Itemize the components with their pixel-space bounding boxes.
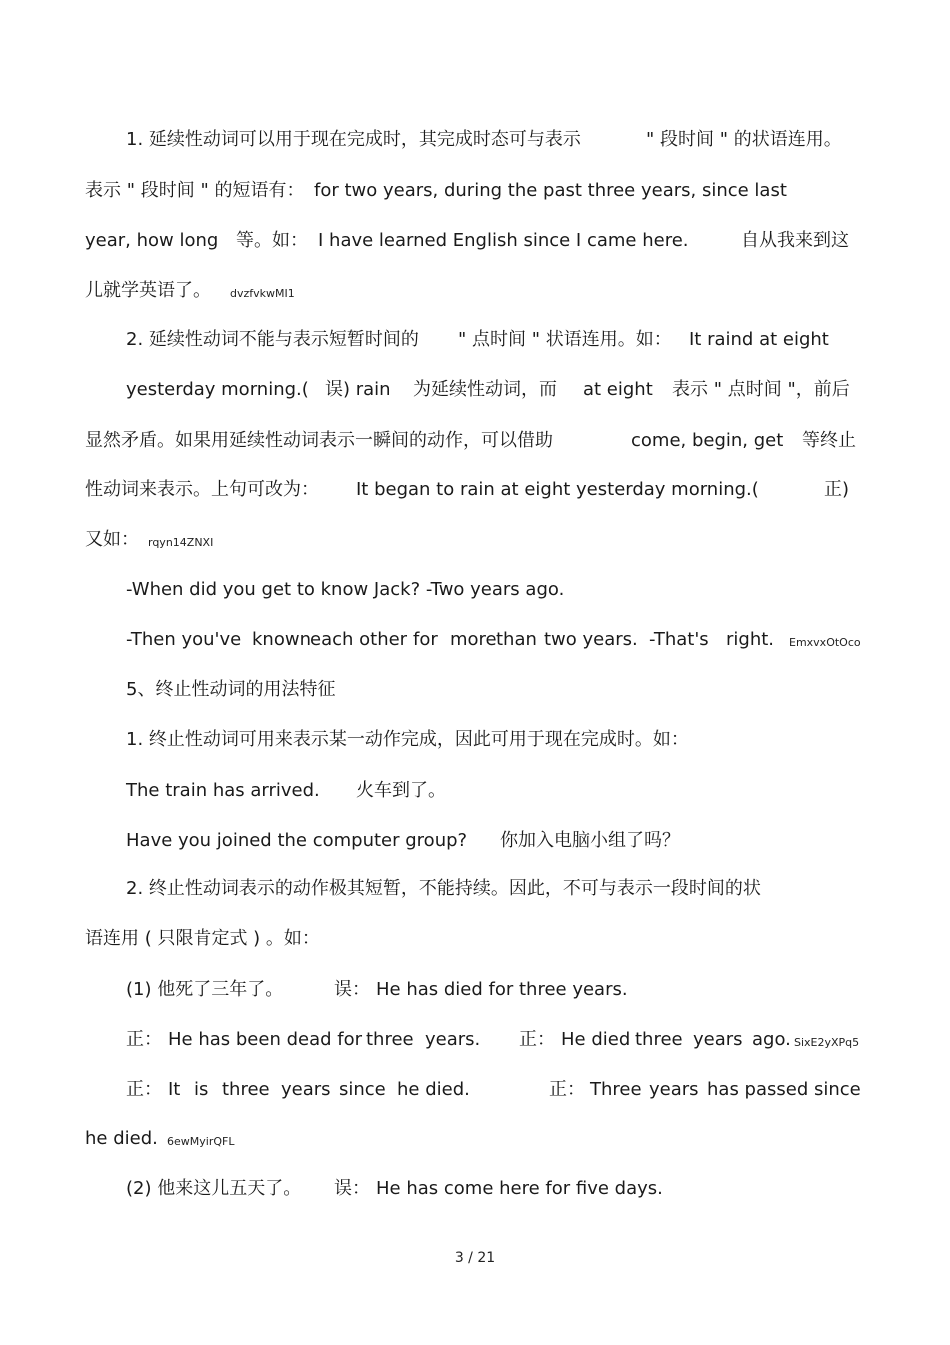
text-segment: -Then you've [126,629,242,650]
text-segment: He has come here for five days. [376,1178,663,1199]
text-segment: more [450,629,497,650]
text-segment: -That's [649,629,709,650]
text-segment: It began to rain at eight yesterday morning.( [356,479,759,500]
text-segment: 显然矛盾。如果用延续性动词表示一瞬间的动作，可以借助 [85,430,553,451]
text-segment: Three [590,1079,642,1100]
text-segment: 误) rain [325,379,391,400]
text-segment: He has died for three years. [376,979,628,1000]
text-segment: yesterday morning.( [126,379,309,400]
text-segment: years. [425,1029,481,1050]
text-segment: (1) 他死了三年了。 [126,979,284,1000]
text-segment: 5、终止性动词的用法特征 [126,679,336,700]
text-segment: two years. [544,629,638,650]
text-segment: 正： [126,1079,162,1100]
text-segment: 1. 终止性动词可用来表示某一动作完成，因此可用于现在完成时。如： [126,729,689,750]
text-segment: 正： [549,1079,585,1100]
text-segment: 火车到了。 [356,780,446,801]
text-segment: each other [310,629,408,650]
text-segment: right. [726,629,775,650]
text-segment: 语连用 ( 只限肯定式 ) 。如： [85,928,320,949]
text-segment: years [649,1079,699,1100]
text-segment: 误： [334,1178,370,1199]
text-segment: 正： [519,1029,555,1050]
text-segment: -When did you get to know Jack? -Two years ago. [126,579,565,600]
text-segment: Have you joined the computer group? [126,830,468,851]
watermark-code: SixE2yXPq5 [794,1036,860,1049]
text-segment: has passed since [707,1079,861,1100]
watermark-code: dvzfvkwMI1 [230,287,295,300]
text-segment: 表示 " 点时间 "，前后 [672,379,850,400]
watermark-code: rqyn14ZNXI [148,536,214,549]
text-segment: years [281,1079,331,1100]
text-segment: The train has arrived. [126,780,320,801]
text-segment: than [496,629,537,650]
text-segment: 儿就学英语了。 [85,280,211,301]
text-segment: (2) 他来这儿五天了。 [126,1178,302,1199]
text-segment: he died. [85,1128,158,1149]
text-segment: He has been dead for [168,1029,363,1050]
text-segment: is [194,1079,209,1100]
text-segment: come, begin, get [631,430,784,451]
text-segment: It [168,1079,181,1100]
text-segment: year, how long [85,230,219,251]
text-segment: 正) [824,479,850,500]
text-segment: for [413,629,438,650]
text-segment: " 段时间 " 的状语连用。 [646,129,842,150]
text-segment: years [693,1029,743,1050]
text-segment: at eight [583,379,653,400]
watermark-code: EmxvxOtOco [789,636,861,649]
text-segment: for two years, during the past three years, since last [314,180,787,201]
text-segment: three [635,1029,683,1050]
text-segment: I have learned English since I came here. [318,230,689,251]
text-segment: since [339,1079,386,1100]
text-segment: three [222,1079,270,1100]
text-segment: 1. 延续性动词可以用于现在完成时，其完成时态可与表示 [126,129,581,150]
text-segment: three [366,1029,414,1050]
text-segment: " 点时间 " 状语连用。如： [458,329,672,350]
text-segment: It raind at eight [689,329,829,350]
watermark-code: 6ewMyirQFL [167,1135,235,1148]
text-segment: 误： [334,979,370,1000]
text-segment: 又如： [85,529,139,550]
text-segment: ago. [752,1029,791,1050]
text-segment: 正： [126,1029,162,1050]
text-segment: 为延续性动词，而 [413,379,557,400]
text-segment: 自从我来到这 [741,230,849,251]
text-segment: 等。如： [236,230,308,251]
text-segment: he died. [397,1079,470,1100]
text-segment: known [252,629,311,650]
page-number: 3 / 21 [454,1250,496,1266]
text-segment: 你加入电脑小组了吗？ [500,830,680,851]
text-segment: 2. 延续性动词不能与表示短暂时间的 [126,329,419,350]
text-segment: 表示 " 段时间 " 的短语有： [85,180,305,201]
text-segment: 性动词来表示。上句可改为： [85,479,319,500]
text-segment: He died [561,1029,631,1050]
text-segment: 2. 终止性动词表示的动作极其短暂，不能持续。因此，不可与表示一段时间的状 [126,878,761,899]
text-segment: 等终止 [802,430,856,451]
